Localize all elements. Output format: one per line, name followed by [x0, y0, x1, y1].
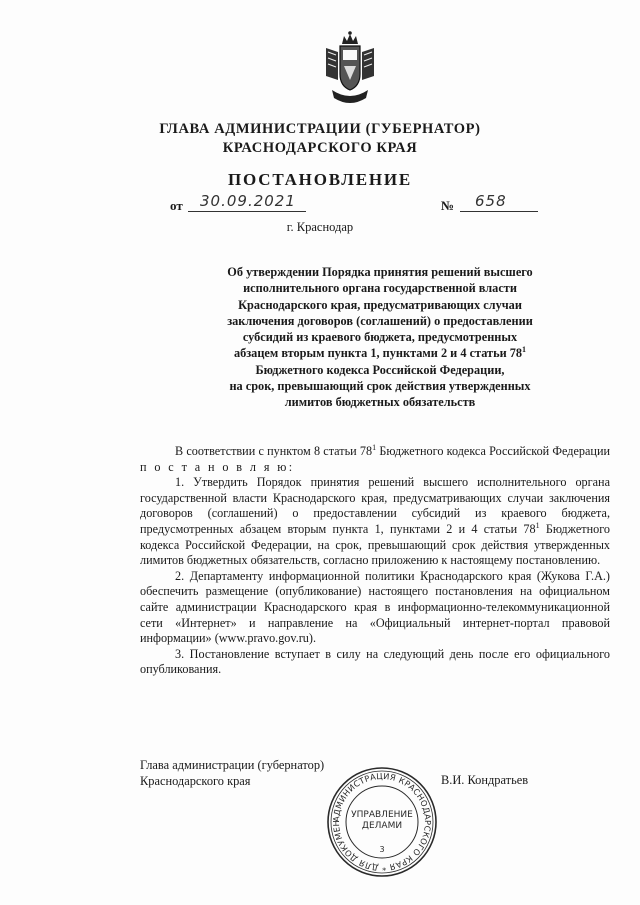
stamp-number: 3 — [379, 845, 385, 854]
date-underline — [188, 211, 306, 212]
date-number-row — [170, 192, 550, 215]
body-paragraph-1 — [140, 475, 610, 569]
issuer-title-line1: ГЛАВА АДМИНИСТРАЦИИ (ГУБЕРНАТОР) — [159, 121, 481, 137]
body-paragraph-3: 3. Постановление вступает в силу на следующий день после его официального опубликования. — [140, 646, 610, 677]
official-stamp — [325, 765, 439, 879]
item1-text: 1. Утвердить Порядок принятия решений высшего исполнительного органа государственной власти Краснодарского края, предусматривающих случаи заключения договоров (соглашений) о предоставлении субсидий из краевого бюджета, предусмотренных абзацем вторым пункта 1, пунктами 2 и 4 статьи 78 — [140, 475, 610, 536]
title-superscript: 1 — [522, 345, 527, 355]
preamble-text: В соответствии с пунктом 8 статьи 78 — [175, 444, 373, 458]
preamble-superscript: 1 — [372, 442, 377, 452]
issuer-title-line2: КРАСНОДАРСКОГО КРАЯ — [222, 140, 418, 156]
stamp-center-line1: УПРАВЛЕНИЕ — [351, 810, 413, 820]
city-label: г. Краснодар — [286, 220, 354, 234]
preamble-text-cont: Бюджетного кодекса Российской Федерации — [376, 444, 610, 458]
coat-of-arms-emblem — [318, 30, 382, 110]
title-line: заключения договоров (соглашений) о предоставлении — [227, 313, 533, 328]
stamp-ring-text: АДМИНИСТРАЦИЯ КРАСНОДАРСКОГО КРАЯ * ДЛЯ ДОКУМЕН — [330, 770, 434, 874]
number-label: № — [441, 198, 455, 213]
number-underline — [460, 211, 538, 212]
date-value: 30.09.2021 — [200, 192, 296, 210]
signatory-position-line2: Краснодарского края — [140, 774, 251, 788]
title-line: Об утверждении Порядка принятия решений высшего — [227, 265, 533, 279]
stamp-center-line2: ДЕЛАМИ — [361, 821, 403, 831]
body-paragraph-preamble — [140, 444, 610, 475]
title-line-text: абзацем вторым пункта 1, пунктами 2 и 4 статьи 78 — [233, 346, 523, 361]
document-type-heading: ПОСТАНОВЛЕНИЕ — [227, 170, 413, 189]
signatory-position-line1: Глава администрации (губернатор) — [140, 758, 325, 772]
document-body — [140, 444, 610, 678]
title-line: на срок, превышающий срок действия утвержденных — [229, 379, 531, 394]
body-paragraph-2: 2. Департаменту информационной политики Краснодарского края (Жукова Г.А.) обеспечить размещение (опубликование) настоящего постановления на официальном сайте администрации Краснодарского края в информационно-телекоммуникационной сети «Интернет» и направление на «Официальный интернет-портал правовой информации» (www.pravo.gov.ru). — [140, 568, 610, 646]
date-label: от — [170, 198, 183, 213]
signatory-name: В.И. Кондратьев — [441, 773, 529, 787]
stamp-center — [325, 810, 439, 832]
title-line: лимитов бюджетных обязательств — [284, 395, 476, 410]
item1-text-cont: Бюджетного кодекса Российской Федерации, на срок, превышающий срок действия утвержденных лимитов бюджетных обязательств, согласно приложению к настоящему постановлению. — [140, 521, 610, 568]
signatory-position — [140, 757, 324, 789]
number-value: 658 — [475, 192, 507, 210]
title-line: исполнительного органа государственной власти — [243, 281, 517, 296]
title-line: субсидий из краевого бюджета, предусмотренных — [242, 330, 518, 345]
title-line: Краснодарского края, предусматривающих случаи — [238, 297, 522, 312]
resolve-word: п о с т а н о в л я ю: — [140, 459, 295, 474]
title-line: Бюджетного кодекса Российской Федерации, — [255, 362, 505, 377]
title-line — [190, 345, 570, 361]
item1-superscript: 1 — [535, 520, 540, 530]
document-title — [190, 264, 570, 411]
